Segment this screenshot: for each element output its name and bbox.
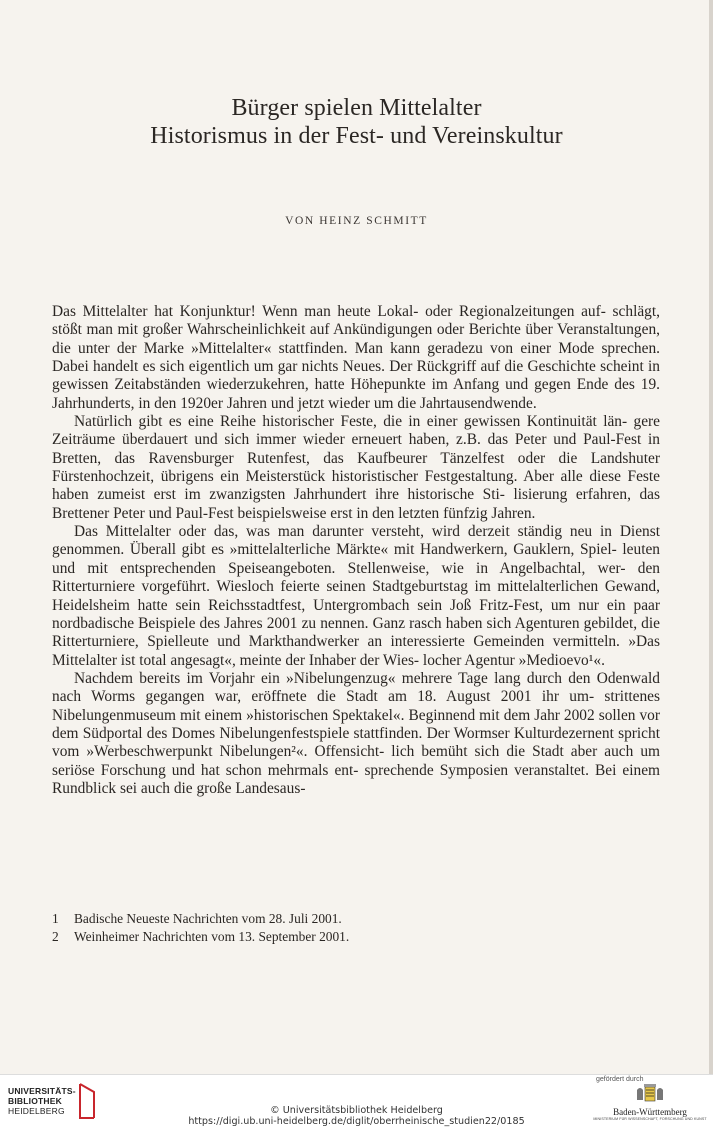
paragraph-1 (52, 303, 660, 413)
footnotes (52, 910, 660, 946)
library-name-line-1: UNIVERSITÄTS- (8, 1086, 76, 1096)
line: Das Mittelalter oder das, was man darunter versteht, wird derzeit ständig neu in Dienst (74, 523, 660, 541)
page-edge (709, 0, 713, 1074)
line: den Ritterturniere vorgeführt. Wiesloch feierte seinen Stadtgeburtstag im mittelalterlichen (52, 559, 660, 596)
line: gere Zeiträume überdauert und sich immer wieder erneuert haben, z.B. das Peter und (52, 413, 660, 449)
copyright-text: © Universitätsbibliothek Heidelberg (270, 1105, 443, 1116)
line: Natürlich gibt es eine Reihe historischer Feste, die in einer gewissen Kontinuität län- (74, 413, 628, 431)
line: einer Mode sprechen. Dabei handelt es sich eigentlich um gar nichts Neues. Der Rückgriff (52, 339, 660, 376)
title-line-1: Bürger spielen Mittelalter (231, 95, 482, 121)
line: Jahr 2002 sollen vor dem Südportal des Domes Nibelungenfestspiele stattfinden. Der (52, 706, 661, 742)
line: Veranstaltungen, die unter der Marke »Mittelalter« stattfinden. Man kann geradezu von (52, 321, 660, 357)
line: Landshuter Fürstenhochzeit, übrigens ein Meisterstück historistischer Festgestaltung. (52, 449, 660, 486)
sponsor-name: Baden-Württemberg (613, 1107, 687, 1117)
footnote-text: Weinheimer Nachrichten vom 13. September 2001. (74, 929, 350, 944)
line: auf die Geschichte scheint in gewissen Zeitabständen wiederzukehren, hatte Höhepunkte (52, 358, 660, 394)
line: genommen. Überall gibt es »mittelalterliche Märkte« mit Handwerkern, Gauklern, Spiel- (52, 541, 617, 559)
library-name-line-3: HEIDELBERG (8, 1106, 65, 1116)
line: locher Agentur »Medioevo¹«. (422, 651, 605, 669)
title-block (0, 94, 713, 150)
line: Wormser Kulturdezernent spricht vom »Werbeschwerpunkt Nibelungen²«. Offensicht- (52, 724, 660, 761)
line: Paul-Fest in Bretten, das Ravensburger Rutenfest, das Kaufbeurer Tänzelfest oder die (52, 431, 660, 467)
paragraph-4 (52, 670, 660, 798)
body-text (52, 303, 660, 798)
line: Gewand, Heidelsheim hatte sein Reichsstadtfest, Untergrombach sein Joß Fritz-Fest, um (52, 578, 660, 614)
line: lich bemüht sich die Stadt aber auch um seriöse Forschung und hat schon mehrmals ent- (52, 743, 660, 779)
sponsor-label: gefördert durch (596, 1076, 644, 1083)
author-byline: VON HEINZ SCHMITT (285, 215, 428, 227)
line: im Anfang und gegen Ende des 19. Jahrhunderts, in den 1920er Jahren und jetzt wieder (52, 376, 660, 412)
line: leuten und mit entsprechenden Speiseangeboten. Stellenweise, wie in Angelbachtal, wer- (52, 541, 660, 577)
line: fünfzig Jahren. (443, 504, 536, 522)
line: sprechende Symposien veranstaltet. Bei einem Rundblick sei auch die große Landesaus- (52, 761, 660, 797)
sponsor-ministry: MINISTERIUM FÜR WISSENSCHAFT, FORSCHUNG UND KUNST (593, 1117, 707, 1121)
line: um die Jahrtausendwende. (373, 394, 537, 412)
line: strittenes Nibelungenmuseum mit einem »historischen Spektakel«. Beginnend mit dem (52, 688, 660, 724)
footnote-number: 1 (52, 911, 59, 926)
paragraph-3 (52, 523, 660, 670)
footnote-1 (52, 910, 660, 928)
footnote-2 (52, 928, 660, 946)
library-name-line-2: BIBLIOTHEK (8, 1096, 62, 1106)
line: Agenturen gebildet, die Ritterturniere, Spielleute und Markthandwerker an interessierte (52, 614, 660, 651)
line: Aber alle diese Feste haben zumeist erst im zwanzigsten Jahrhundert ihre historische Sti- (52, 468, 661, 504)
source-url[interactable]: https://digi.ub.uni-heidelberg.de/diglit/oberrheinische_studien22/0185 (188, 1116, 525, 1127)
sponsor-block (590, 1076, 710, 1121)
title-line-2: Historismus in der Fest- und Vereinskultur (150, 123, 563, 149)
paragraph-2 (52, 413, 660, 523)
line: Odenwald nach Worms gegangen war, eröffnete die Stadt am 18. August 2001 ihr um- (52, 669, 660, 706)
line: lisierung erfahren, das Brettener Peter und Paul-Fest beispielsweise erst in den letzten (52, 486, 660, 522)
line: Gemeinden vermitteln. »Das Mittelalter ist total angesagt«, meinte der Inhaber der Wies- (52, 633, 660, 669)
footnote-number: 2 (52, 929, 59, 944)
line: schlägt, stößt man mit großer Wahrscheinlichkeit auf Ankündigungen oder Berichte über (52, 303, 660, 339)
line: nur ein paar nordbadische Beispiele des Jahres 2001 zu nennen. Ganz rasch haben sich (52, 596, 660, 632)
line: Nachdem bereits im Vorjahr ein »Nibelungenzug« mehrere Tage lang durch den (74, 669, 591, 687)
coat-of-arms-icon (634, 1084, 666, 1106)
footnote-text: Badische Neueste Nachrichten vom 28. Juli 2001. (74, 911, 342, 926)
line: Das Mittelalter hat Konjunktur! Wenn man heute Lokal- oder Regionalzeitungen auf- (52, 303, 606, 320)
